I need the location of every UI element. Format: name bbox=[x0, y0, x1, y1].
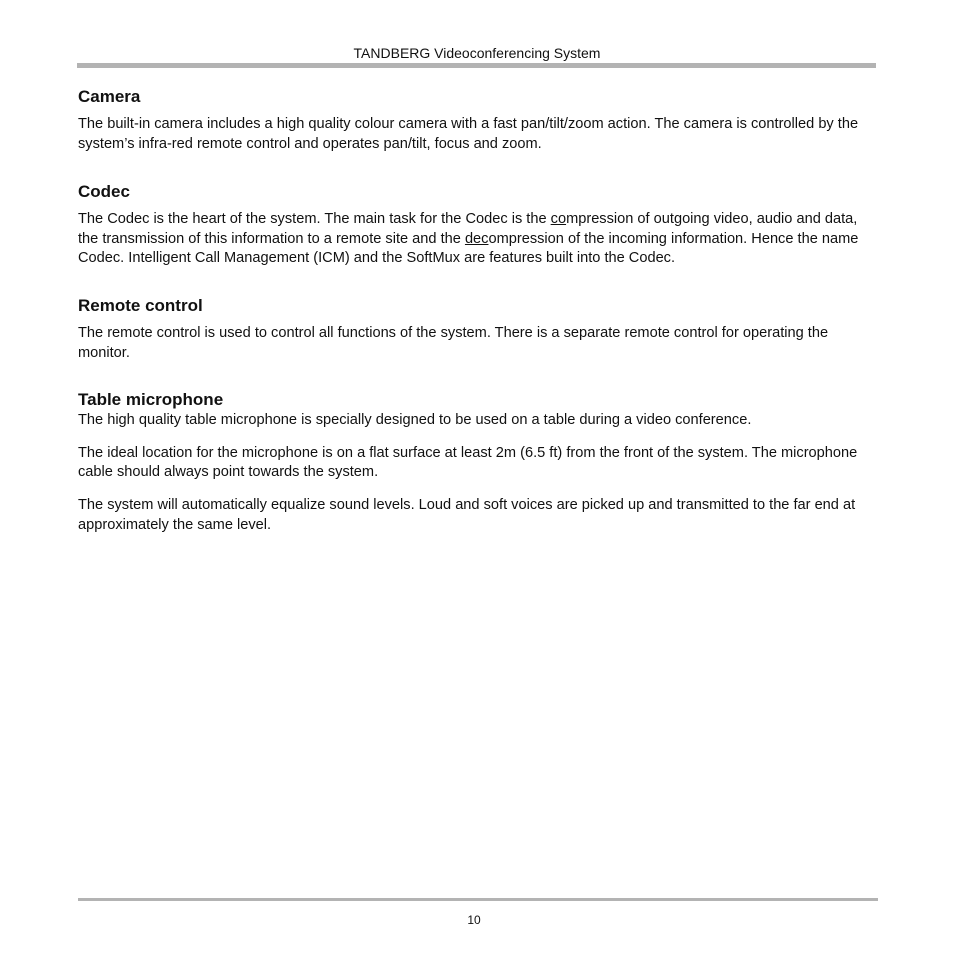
paragraph-microphone-3: The system will automatically equalize sound levels. Loud and soft voices are picked up and transmitted to the far end at approximately the same level. bbox=[78, 496, 856, 533]
paragraph-microphone-2: The ideal location for the microphone is on a flat surface at least 2m (6.5 ft) from the front of the system. The microphone cable should always point towards the system. bbox=[78, 444, 858, 481]
paragraph-microphone-1: The high quality table microphone is specially designed to be used on a table during a video conference. bbox=[78, 412, 752, 429]
section-heading-remote-control: Remote control bbox=[78, 295, 203, 315]
section-heading-camera: Camera bbox=[78, 87, 141, 106]
codec-text-part-2: mpression of outgoing video, audio and data, the transmission of this information to a remote site and the bbox=[78, 211, 858, 247]
paragraph-remote-control: The remote control is used to control all functions of the system. There is a separate remote control for operating the monitor. bbox=[78, 324, 829, 361]
document-header-title: TANDBERG Videoconferencing System bbox=[353, 45, 601, 61]
codec-underlined-co: co bbox=[550, 211, 567, 228]
paragraph-codec bbox=[78, 210, 878, 269]
section-camera bbox=[78, 86, 878, 154]
section-heading-codec: Codec bbox=[78, 182, 130, 202]
page-number: 10 bbox=[467, 913, 481, 927]
codec-text-part-1: The Codec is the heart of the system. The main task for the Codec is the bbox=[78, 211, 551, 228]
header-divider bbox=[77, 63, 876, 68]
paragraph-camera: The built-in camera includes a high quality colour camera with a fast pan/tilt/zoom action. The camera is controlled by the system’s infra-red remote control and operates pan/tilt, focus and zoom. bbox=[78, 116, 859, 152]
footer-divider bbox=[78, 898, 878, 901]
section-remote-control bbox=[78, 295, 878, 363]
codec-text-part-3: ompression of the incoming information. Hence the name Codec. Intelligent Call Management (ICM) and the SoftMux are features built into the Codec. bbox=[78, 230, 859, 267]
codec-underlined-dec: dec bbox=[464, 230, 489, 247]
page-content bbox=[78, 86, 878, 535]
section-heading-table-microphone: Table microphone bbox=[78, 390, 224, 410]
section-codec bbox=[78, 181, 878, 269]
section-table-microphone bbox=[78, 389, 878, 535]
